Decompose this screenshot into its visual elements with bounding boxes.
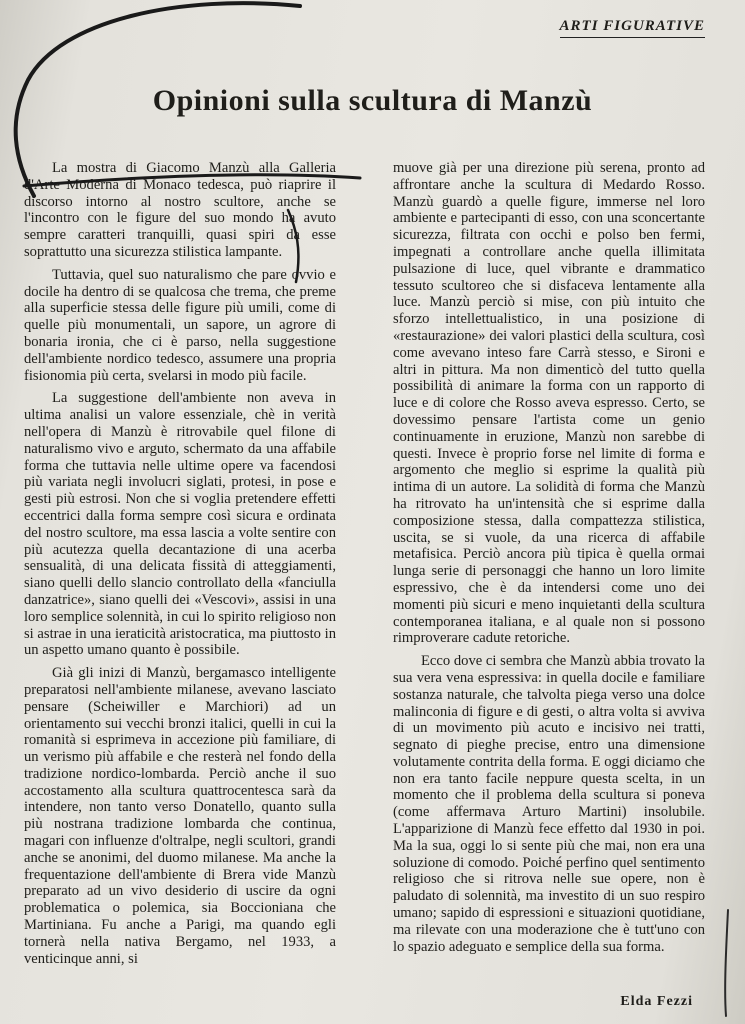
- paragraph: La suggestione dell'ambiente non aveva in ultima analisi un valore essenziale, chè in verità nell'opera di Manzù è ritrovabile quel filone di naturalismo vivo e arguto, schermato da una affabile forma che tuttavia nelle ultime opere va facendosi più variata negli involucri siglati, protesi, in pose e gesti più estrosi. Non che si voglia pretendere effetti eccentrici dalla forma sempre così sicura e ordinata del nostro scultore, ma essa lascia a volte sentire con più acutezza quella decantazione di una acerba sensualità, di una delicata fissità di atteggiamenti, siano quelli dello slancio controllato della «fanciulla danzatrice», siano quelli dei «Vescovi», assisi in una loro semplice solennità, in cui lo spirito religioso non si astrae in una ieraticità aristocratica, ma piuttosto in un aspetto umano quanto è possibile.: [24, 390, 336, 659]
- paragraph: Ecco dove ci sembra che Manzù abbia trovato la sua vera vena espressiva: in quella docile e familiare sostanza naturale, che talvolta piega verso una dolce malinconia di figure e di gesti, o altra volta si avviva di un movimento più acuto e incisivo nei tratti, segnato di pieghe precise, entro una dimensione volutamente contrita della forma. E oggi diciamo che non era tanto facile neppure questa scelta, in un momento che il problema della scultura si poneva (come affermava Arturo Martini) insolubile. L'apparizione di Manzù fece effetto dal 1930 in poi. Ma la sua, oggi lo si sente più che mai, non era una soluzione di comodo. Poiché perfino quel sentimento religioso che si ritrova nelle sue opere, non è paludato di solennità, ma investito di un suo respiro umano; sapido di espressioni e situazioni quotidiane, ma rilevate con una moderazione che è tutt'uno con lo spazio adeguato e semplice della sua forma.: [393, 653, 705, 955]
- paragraph: muove già per una direzione più serena, pronto ad affrontare anche la scultura di Medardo Rosso. Manzù guardò a quelle figure, immerse nel loro ambiente e partecipanti di esso, con una sconcertante sicurezza, filtrata con occhi e polso ben fermi, impegnati a controllare anche quella illimitata pulsazione di luce, quel vibrante e drammatico tessuto scultoreo che si disfaceva lentamente alla luce. Manzù perciò si mise, con più intuito che sforzo intellettualistico, in una posizione di «restaurazione» dei valori plastici della scultura, così come avevano inteso fare Carrà stesso, e Sironi e altri in pittura. Ma non dimenticò del tutto quella possibilità di animare la forma con un rapporto di luce e di colore che Rosso aveva espresso. Certo, se dovessimo pensare l'artista come un genio continuamente in eruzione, Manzù non sarebbe di questi. Invece è proprio forse nel limite di forma e argomento che meglio si esprime la qualità più intima di un autore. La solidità di forma che Manzù ha ritrovato ha un'intensità che si esprime dalla composizione stessa, dalla compattezza stilistica, uscita, se si vuole, da una ricerca di affabile metafisica. Perciò ancora più tipica è quella ormai lunga serie di personaggi che hanno un loro limite espressivo, che è da intendersi come uno dei momenti più sicuri e meno inquietanti della scultura contemporanea italiana, e al quale non si possono rimproverare cadute retoriche.: [393, 160, 705, 647]
- section-label: ARTI FIGURATIVE: [560, 18, 705, 38]
- paragraph: La mostra di Giacomo Manzù alla Galleria d'Arte Moderna di Monaco tedesca, può riaprire il discorso intorno al nostro scultore, anche se l'incontro con le figure del suo mondo ha avuto sempre caratteri tranquilli, quasi spiri da esse soprattutto una sicurezza stilistica lampante.: [24, 160, 336, 260]
- paragraph: Già gli inizi di Manzù, bergamasco intelligente preparatosi nell'ambiente milanese, avevano lasciato pensare (Scheiwiller e Marchiori) ad un orientamento sui vecchi bronzi italici, quelli in cui la romanità si esprimeva in accezione più familiare, di un verismo più affabile e che resterà nel fondo della tradizione nordico-lombarda. Perciò anche il suo accostamento alla scultura quattrocentesca sarà da intendere, non tanto verso Donatello, quanto sulla più nostrana tradizione lombarda che continua, magari con influenze d'oltralpe, negli scultori, grandi anche se anonimi, del duomo milanese. Ma anche la frequentazione dell'ambiente di Brera vide Manzù preparato ad un vivo desiderio di uscire da ogni problematica o polemica, sia Boccioniana che Martiniana. Fu anche a Parigi, ma quando egli tornerà nella nativa Bergamo, nel 1933, a venticinque anni, si: [24, 665, 336, 967]
- paragraph: Tuttavia, quel suo naturalismo che pare ovvio e docile ha dentro di se qualcosa che trema, che preme alla superficie stessa delle figure più umili, come di quelle più monumentali, un sapore, un agrore di bonaria ironia, che ci è parso, nella suggestione dell'ambiente nordico tedesco, assumere una propria fisionomia più certa, svelarsi in modo più facile.: [24, 266, 336, 384]
- left-column: [24, 160, 336, 973]
- article-title: Opinioni sulla scultura di Manzù: [152, 84, 593, 117]
- author-signature: Elda Fezzi: [620, 994, 693, 1009]
- right-column: [393, 160, 705, 961]
